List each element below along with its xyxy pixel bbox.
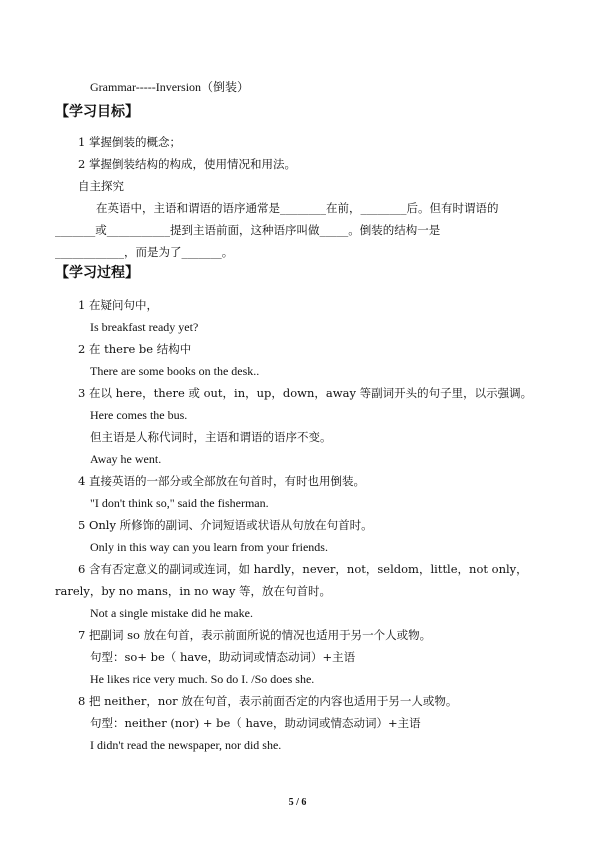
fill-blank-line-3: ____________，而是为了_______。: [55, 245, 234, 259]
process-line: 1 在疑问句中，: [78, 298, 158, 312]
process-line: Away he went.: [90, 452, 162, 466]
goal-item-1: 1 掌握倒装的概念；: [78, 135, 181, 149]
process-line: Not a single mistake did he make.: [90, 606, 253, 620]
process-line: 但主语是人称代词时，主语和谓语的语序不变。: [90, 430, 332, 444]
process-line: Is breakfast ready yet?: [90, 320, 199, 334]
process-line: 句型：neither (nor) + be（ have，助动词或情态动词）+主语: [90, 716, 421, 730]
process-line: 6 含有否定意义的副词或连词，如 hardly，never，not，seldom，little，not only，: [78, 562, 528, 576]
process-line: 3 在以 here，there 或 out，in，up，down，away 等副词开头的句子里，以示强调。: [78, 386, 533, 400]
process-heading: 【学习过程】: [55, 265, 139, 281]
page-number: 5 / 6: [288, 797, 307, 808]
fill-blank-line-2: _______或___________提到主语前面，这种语序叫做_____。倒装的结构一是: [55, 223, 441, 237]
goals-heading: 【学习目标】: [55, 104, 139, 120]
process-line: I didn't read the newspaper, nor did she.: [90, 738, 282, 752]
process-line: rarely，by no mans，in no way 等，放在句首时。: [55, 584, 331, 598]
process-line: 4 直接英语的一部分或全部放在句首时，有时也用倒装。: [78, 474, 365, 488]
process-line: 句型：so+ be（ have，助动词或情态动词）+主语: [90, 650, 356, 664]
fill-blank-line-1: 在英语中，主语和谓语的语序通常是________在前，________后。但有时谓语的: [96, 201, 499, 215]
process-line: 2 在 there be 结构中: [78, 342, 192, 356]
process-line: He likes rice very much. So do I. /So does she.: [90, 672, 315, 686]
process-line: Here comes the bus.: [90, 408, 188, 422]
goal-item-2: 2 掌握倒装结构的构成，使用情况和用法。: [78, 157, 296, 171]
process-line: 7 把副词 so 放在句首，表示前面所说的情况也适用于另一个人或物。: [78, 628, 432, 642]
process-line: There are some books on the desk..: [90, 364, 260, 378]
process-line: Only in this way can you learn from your friends.: [90, 540, 328, 554]
process-line: "I don't think so," said the fisherman.: [90, 496, 269, 510]
document-title: Grammar-----Inversion（倒装）: [90, 80, 250, 94]
self-study-label: 自主探究: [78, 179, 124, 193]
process-line: 8 把 neither，nor 放在句首，表示前面否定的内容也适用于另一人或物。: [78, 694, 458, 708]
process-line: 5 Only 所修饰的副词、介词短语或状语从句放在句首时。: [78, 518, 373, 532]
